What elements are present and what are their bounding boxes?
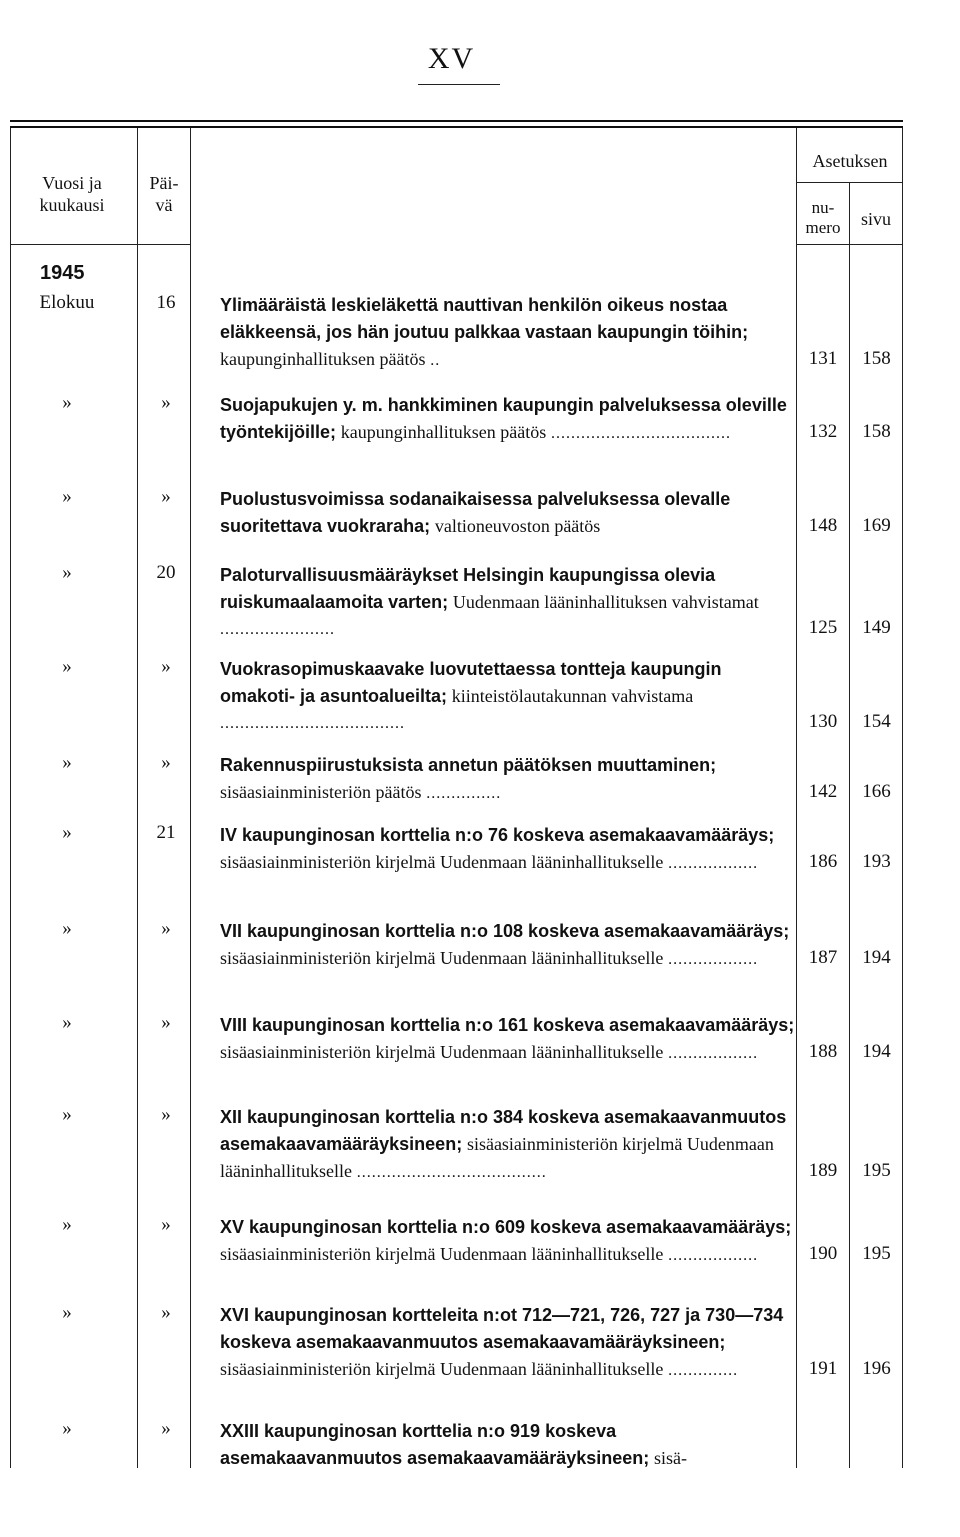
- row-leader-dots: ....................................: [550, 425, 731, 442]
- row-text: [220, 1104, 795, 1186]
- row-page-number: 149: [862, 617, 891, 638]
- row-day: »: [161, 918, 171, 939]
- column-divider-text-number: [796, 128, 797, 1468]
- row-title: Paloturvallisuusmääräykset Helsingin kaupungissa olevia ruiskumaalaamoita varten;: [220, 565, 716, 612]
- row-month: »: [62, 486, 72, 507]
- row-leader-dots: ..................: [668, 1247, 759, 1264]
- row-page-number: 166: [862, 781, 891, 802]
- row-leader-dots: ..: [430, 352, 441, 369]
- row-decree-number: 125: [808, 617, 838, 638]
- table-top-rule: [10, 120, 903, 122]
- row-page-number: 196: [862, 1358, 891, 1379]
- header-bottom-rule-left: [10, 244, 191, 245]
- row-leader-dots: .......................: [220, 621, 335, 638]
- row-day: »: [161, 1302, 171, 1323]
- row-text: [220, 392, 795, 447]
- row-description: kaupunginhallituksen päätös: [220, 349, 426, 369]
- row-title: XII kaupunginosan korttelia n:o 384 koskeva asemakaavanmuutos asemakaavamääräyksineen;: [220, 1107, 787, 1154]
- row-leader-dots: ..................: [668, 1045, 759, 1062]
- row-day: 21: [156, 822, 176, 843]
- header-page: sivu: [860, 209, 891, 229]
- row-text: [220, 1418, 795, 1473]
- row-leader-dots: ..............: [668, 1362, 739, 1379]
- row-month: »: [62, 918, 72, 939]
- row-text: [220, 822, 795, 877]
- row-text: [220, 752, 795, 807]
- row-title: Puolustusvoimissa sodanaikaisessa palveluksessa olevalle suoritettava vuokraraha;: [220, 489, 731, 536]
- row-description: sisäasiainministeriön kirjelmä Uudenmaan lääninhallitukselle: [220, 1359, 664, 1379]
- row-text: [220, 562, 795, 643]
- header-year-month: Vuosi ja kuukausi: [39, 173, 105, 215]
- column-divider-day-text: [190, 128, 191, 1468]
- row-text: [220, 918, 795, 973]
- row-text: [220, 486, 795, 541]
- row-description: sisäasiainministeriön päätös: [220, 782, 422, 802]
- row-day: 20: [156, 562, 176, 583]
- row-month: »: [62, 1104, 72, 1125]
- row-decree-number: 189: [808, 1160, 838, 1181]
- row-month: »: [62, 656, 72, 677]
- row-leader-dots: .....................................: [220, 715, 405, 732]
- row-description: kiinteistölautakunnan vahvistama: [451, 686, 694, 706]
- row-leader-dots: ..................: [668, 951, 759, 968]
- header-decree-rule: [796, 182, 903, 183]
- row-page-number: 154: [862, 711, 891, 732]
- row-day: »: [161, 1214, 171, 1235]
- row-day: »: [161, 656, 171, 677]
- row-month: »: [62, 1012, 72, 1033]
- row-description: Uudenmaan lääninhallituksen vahvistamat: [452, 592, 759, 612]
- row-month: »: [62, 392, 72, 413]
- row-page-number: 158: [862, 348, 891, 369]
- row-decree-number: 186: [808, 851, 838, 872]
- row-page-number: 193: [862, 851, 891, 872]
- row-title: VIII kaupunginosan korttelia n:o 161 koskeva asemakaavamääräys;: [220, 1015, 795, 1035]
- row-leader-dots: ...............: [426, 785, 502, 802]
- row-leader-dots: ..................: [668, 855, 759, 872]
- row-month: »: [62, 752, 72, 773]
- row-title: XXIII kaupunginosan korttelia n:o 919 koskeva asemakaavanmuutos asemakaavamääräyksineen;: [220, 1421, 650, 1468]
- row-title: XV kaupunginosan korttelia n:o 609 koskeva asemakaavamääräys;: [220, 1217, 792, 1237]
- row-leader-dots: ......................................: [356, 1164, 547, 1181]
- row-decree-number: 148: [808, 515, 838, 536]
- row-title: Ylimääräistä leskieläkettä nauttivan henkilön oikeus nostaa eläkkeensä, jos hän joutuu palkkaa vastaan kaupungin töihin;: [220, 295, 749, 342]
- row-page-number: 195: [862, 1243, 891, 1264]
- column-divider-number-page: [849, 182, 850, 1468]
- row-description: sisäasiainministeriön kirjelmä Uudenmaan lääninhallitukselle: [220, 948, 664, 968]
- header-day: Päi- vä: [149, 173, 179, 215]
- row-decree-number: 191: [808, 1358, 838, 1379]
- row-page-number: 169: [862, 515, 891, 536]
- row-title: VII kaupunginosan korttelia n:o 108 koskeva asemakaavamääräys;: [220, 921, 790, 941]
- header-decree: Asetuksen: [812, 151, 888, 171]
- row-decree-number: 142: [808, 781, 838, 802]
- row-decree-number: 188: [808, 1041, 838, 1062]
- row-description: sisäasiainministeriön kirjelmä Uudenmaan lääninhallitukselle: [220, 1134, 774, 1181]
- row-month: Elokuu: [39, 292, 95, 313]
- row-day: »: [161, 1012, 171, 1033]
- row-day: »: [161, 392, 171, 413]
- row-page-number: 194: [862, 947, 891, 968]
- row-month: »: [62, 822, 72, 843]
- row-description: kaupunginhallituksen päätös: [340, 422, 547, 442]
- row-decree-number: 187: [808, 947, 838, 968]
- row-title: XVI kaupunginosan kortteleita n:ot 712—721, 726, 727 ja 730—734 koskeva asemakaavanmuutos asemakaavamääräyksineen;: [220, 1305, 784, 1352]
- row-page-number: 195: [862, 1160, 891, 1181]
- row-month: »: [62, 1418, 72, 1439]
- row-page-number: 158: [862, 421, 891, 442]
- table-top-rule-inner: [10, 126, 903, 128]
- row-text: [220, 656, 795, 737]
- page-title: XV: [427, 42, 476, 75]
- row-day: »: [161, 1104, 171, 1125]
- row-decree-number: 130: [808, 711, 838, 732]
- row-description: sisäasiainministeriön kirjelmä Uudenmaan lääninhallitukselle: [220, 1042, 664, 1062]
- row-title: Suojapukujen y. m. hankkiminen kaupungin palveluksessa oleville työntekijöille;: [220, 395, 787, 442]
- row-text: [220, 1214, 795, 1269]
- row-month: »: [62, 1302, 72, 1323]
- row-day: »: [161, 752, 171, 773]
- row-description: valtioneuvoston päätös: [434, 516, 601, 536]
- row-title: Vuokrasopimuskaavake luovutettaessa tontteja kaupungin omakoti- ja asuntoalueilta;: [220, 659, 722, 706]
- title-underline: [418, 84, 500, 85]
- row-title: Rakennuspiirustuksista annetun päätöksen muuttaminen;: [220, 755, 717, 775]
- row-title: IV kaupunginosan korttelia n:o 76 koskeva asemakaavamääräys;: [220, 825, 775, 845]
- row-description: sisäasiainministeriön kirjelmä Uudenmaan lääninhallitukselle: [220, 852, 664, 872]
- row-month: »: [62, 562, 72, 583]
- row-page-number: 194: [862, 1041, 891, 1062]
- row-text: [220, 292, 795, 374]
- row-text: [220, 1012, 795, 1067]
- row-decree-number: 131: [808, 348, 838, 369]
- header-number: nu- mero: [805, 198, 841, 237]
- row-description: sisäasiainministeriön kirjelmä Uudenmaan lääninhallitukselle: [220, 1244, 664, 1264]
- row-month: »: [62, 1214, 72, 1235]
- row-day: »: [161, 1418, 171, 1439]
- row-decree-number: 190: [808, 1243, 838, 1264]
- row-decree-number: 132: [808, 421, 838, 442]
- column-divider-left: [10, 128, 11, 1468]
- row-day: »: [161, 486, 171, 507]
- column-divider-month-day: [137, 128, 138, 1468]
- row-description: sisä-: [654, 1448, 688, 1468]
- year-label: 1945: [40, 262, 85, 284]
- row-day: 16: [156, 292, 176, 313]
- header-bottom-rule-right: [796, 244, 903, 245]
- row-text: [220, 1302, 795, 1384]
